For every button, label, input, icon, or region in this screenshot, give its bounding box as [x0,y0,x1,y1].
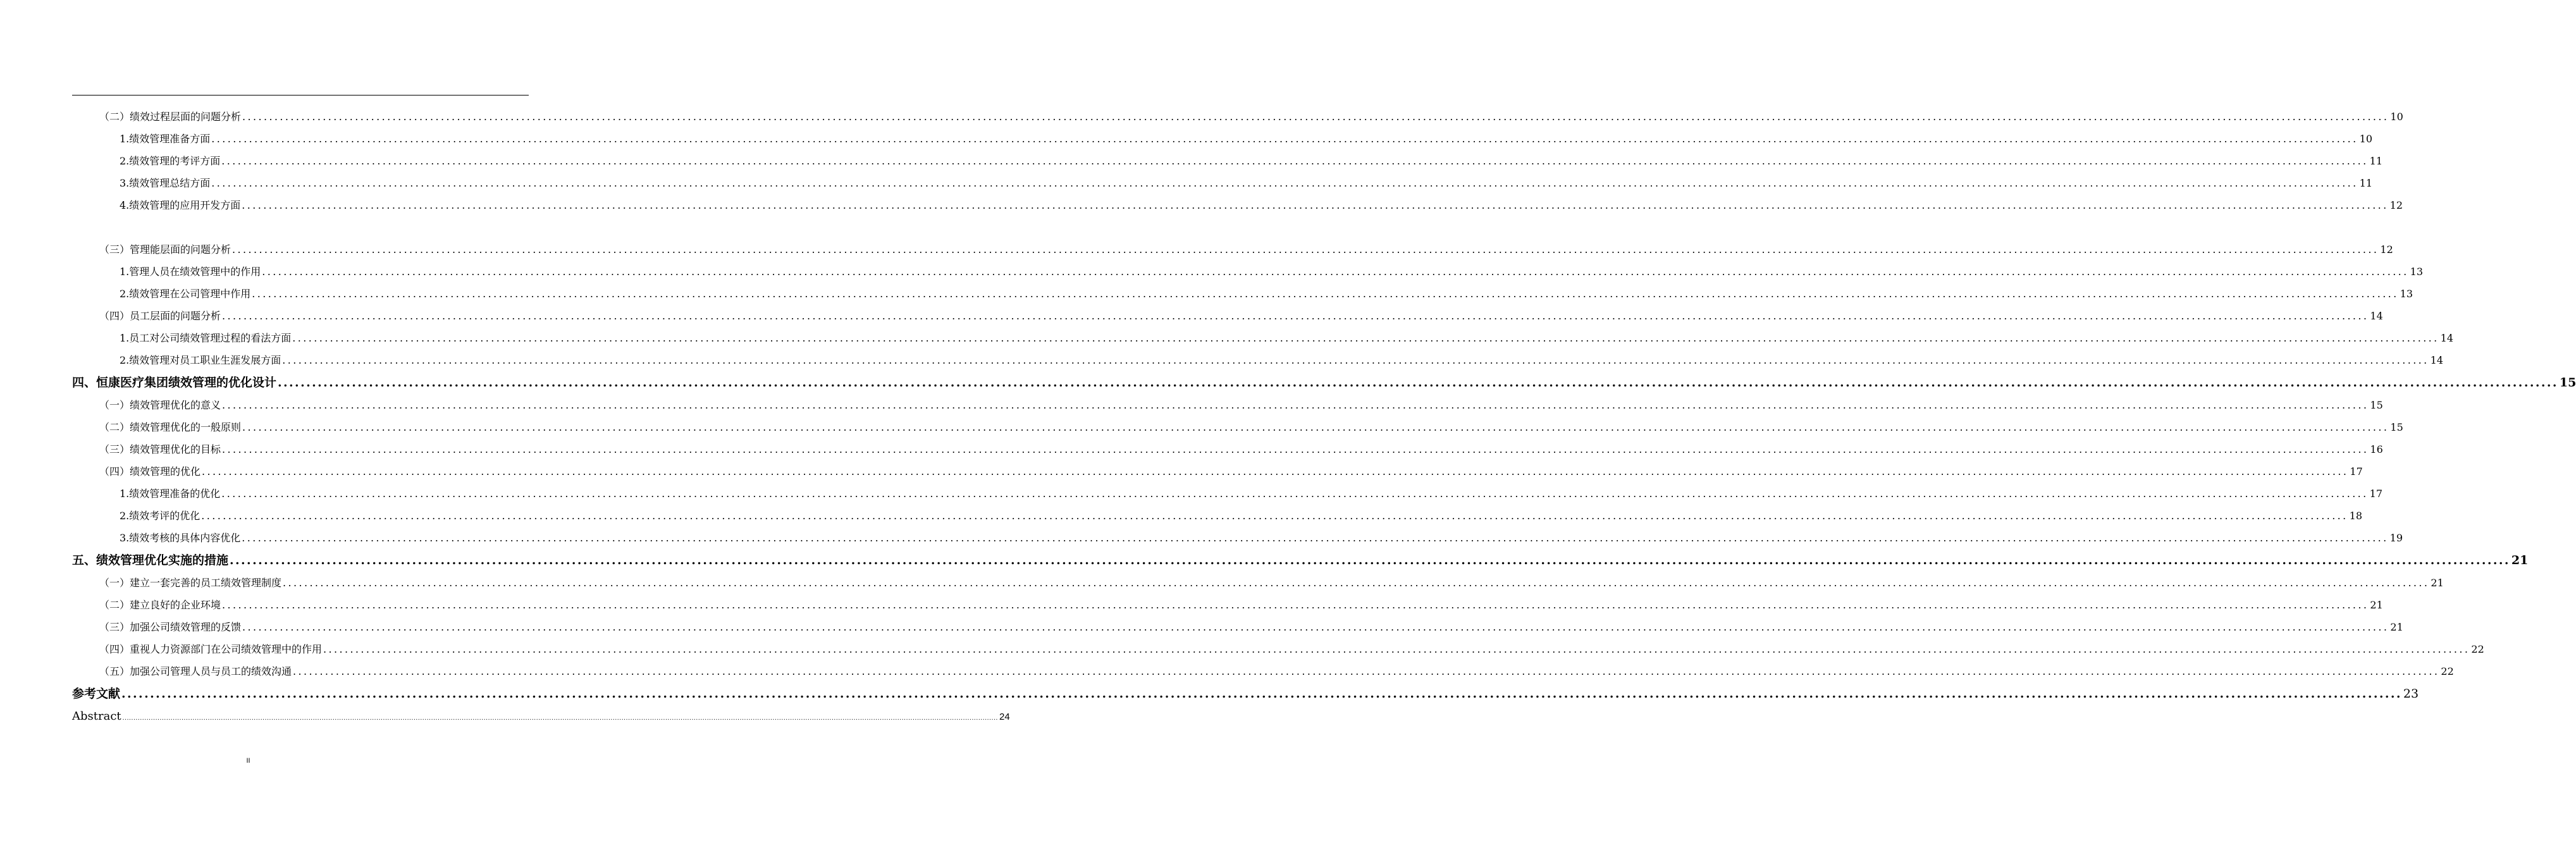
toc-leader-dots: ................................................................................................................................................................................................................................................................................................................................................................................................................ [222,310,2369,322]
toc-entry[interactable] [120,331,2454,345]
toc-entry-page: 11 [2359,177,2373,189]
toc-leader-dots: ................................................................................................................................................................................................................................................................................................................................................................................................................ [221,155,2369,167]
toc-entry[interactable] [99,598,2383,612]
toc-entry[interactable] [120,531,2403,545]
toc-leader-dots: ................................................................................................................................................................................................................................................................................................................................................................................................................ [121,687,2402,701]
toc-entry-title: 3.绩效管理总结方面 [120,177,211,189]
toc-leader-dots: ................................................................................................................................................................................................................................................................................................................................................................................................................ [242,111,2389,123]
toc-entry-page: 17 [2350,465,2363,477]
toc-entry-page: 14 [2370,310,2383,322]
toc-entry-title: （三）绩效管理优化的目标 [99,443,221,455]
toc-entry-page: 15 [2370,399,2383,411]
toc-entry-page: 11 [2369,155,2383,167]
toc-leader-dots: ................................................................................................................................................................................................................................................................................................................................................................................................................ [222,599,2369,611]
toc-entry-chapter[interactable] [72,375,2576,390]
toc-entry[interactable] [120,354,2444,367]
toc-leader-dots: ................................................................................................................................................................................................................................................................................................................................................................................................................ [221,488,2369,500]
toc-leader-dots: ................................................................................................................................................................................................................................................................................................................................................................................................................ [222,399,2369,411]
toc-entry-title: 1.绩效管理准备方面 [120,133,211,145]
toc-leader-dots: ................................................................................................................................................................................................................................................................................................................................................................................................................ [201,510,2348,522]
toc-entry-title: （五）加强公司管理人员与员工的绩效沟通 [99,665,292,677]
toc-entry[interactable] [99,576,2444,590]
toc-entry-page: 10 [2359,133,2373,145]
toc-entry[interactable] [120,199,2403,212]
toc-entry-title: 1.绩效管理准备的优化 [120,488,221,500]
toc-entry[interactable] [120,487,2383,501]
toc-entry-title: （二）绩效管理优化的一般原则 [99,421,242,433]
toc-leader-dots: ................................................................................................................................................................................................................................................................................................................................................................................................................ [262,266,2409,278]
toc-entry-page: 14 [2430,354,2444,366]
toc-entry-title: （四）重视人力资源部门在公司绩效管理中的作用 [99,643,323,655]
toc-leader-dots: ................................................................................................................................................................................................................................................................................................................................................................................................................ [122,715,998,722]
toc-entry-page: 21 [2390,621,2403,633]
toc-entry-title: 1.管理人员在绩效管理中的作用 [120,266,261,278]
toc-entry-page: 13 [2400,288,2413,300]
toc-entry-title: 1.员工对公司绩效管理过程的看法方面 [120,332,292,344]
toc-entry-title: 2.绩效管理的考评方面 [120,155,221,167]
toc-entry-page: 12 [2380,243,2393,256]
toc-entry-title: （一）绩效管理优化的意义 [99,399,221,411]
toc-entry-page: 17 [2369,488,2383,500]
toc-leader-dots: ................................................................................................................................................................................................................................................................................................................................................................................................................ [232,243,2379,256]
toc-leader-dots: ................................................................................................................................................................................................................................................................................................................................................................................................................ [252,288,2399,300]
toc-entry-page: 21 [2370,599,2383,611]
toc-leader-dots: ................................................................................................................................................................................................................................................................................................................................................................................................................ [222,443,2369,455]
toc-entry-page: 15 [2559,376,2576,390]
toc-entry-page: 22 [2441,665,2454,677]
toc-entry-page: 23 [2403,687,2419,701]
toc-entry-page: 21 [2511,553,2529,567]
toc-leader-dots: ................................................................................................................................................................................................................................................................................................................................................................................................................ [292,332,2439,344]
toc-entry[interactable] [120,132,2373,146]
toc-entry-title: （一）建立一套完善的员工绩效管理制度 [99,577,282,589]
toc-entry[interactable] [99,443,2383,457]
toc-entry[interactable] [99,643,2484,656]
toc-entry-title: 四、恒康医疗集团绩效管理的优化设计 [72,376,277,390]
toc-entry-title: （三）管理能层面的问题分析 [99,243,231,256]
toc-entry-title: 参考文献 [72,687,121,701]
toc-leader-dots: ................................................................................................................................................................................................................................................................................................................................................................................................................ [242,532,2389,544]
toc-entry[interactable] [99,421,2403,434]
toc-entry-page: 14 [2440,332,2454,344]
toc-leader-dots: ................................................................................................................................................................................................................................................................................................................................................................................................................ [242,199,2389,211]
toc-entry-title: （四）绩效管理的优化 [99,465,201,477]
toc-entry[interactable] [99,309,2383,323]
toc-entry-page: 19 [2389,532,2403,544]
toc-entry-page: 21 [2431,577,2444,589]
toc-leader-dots: ................................................................................................................................................................................................................................................................................................................................................................................................................ [242,421,2389,433]
toc-leader-dots: ................................................................................................................................................................................................................................................................................................................................................................................................................ [211,177,2358,189]
toc-leader-dots: ................................................................................................................................................................................................................................................................................................................................................................................................................ [282,354,2429,366]
toc-leader-dots: ................................................................................................................................................................................................................................................................................................................................................................................................................ [211,133,2358,145]
toc-entry[interactable] [99,398,2383,412]
toc-entry[interactable] [99,110,2403,124]
toc-entry-title: 4.绩效管理的应用开发方面 [120,199,241,211]
toc-entry-page: 24 [999,711,1010,722]
toc-entry-title: 2.绩效管理对员工职业生涯发展方面 [120,354,281,366]
toc-entry[interactable] [99,243,2393,257]
toc-entry-abstract[interactable] [72,709,1010,726]
toc-entry[interactable] [120,287,2413,301]
toc-entry-title: 五、绩效管理优化实施的措施 [72,553,229,567]
toc-leader-dots: ................................................................................................................................................................................................................................................................................................................................................................................................................ [293,665,2440,677]
toc-entry[interactable] [99,620,2403,634]
toc-leader-dots: ................................................................................................................................................................................................................................................................................................................................................................................................................ [202,465,2349,477]
toc-leader-dots: ................................................................................................................................................................................................................................................................................................................................................................................................................ [283,577,2430,589]
toc-entry-references[interactable] [72,686,2419,701]
toc-entry-page: 10 [2390,111,2403,123]
toc-entry[interactable] [99,665,2454,679]
toc-entry-title: （三）加强公司绩效管理的反馈 [99,621,242,633]
toc-entry-page: 15 [2390,421,2403,433]
page-number: II [246,757,250,765]
toc-entry-page: 22 [2471,643,2484,655]
toc-entry[interactable] [120,509,2363,523]
toc-entry-page: 18 [2349,510,2363,522]
toc-entry-title: （二）绩效过程层面的问题分析 [99,111,242,123]
toc-entry-title: （四）员工层面的问题分析 [99,310,221,322]
toc-entry[interactable] [120,176,2373,190]
toc-entry-title: 2.绩效考评的优化 [120,510,200,522]
toc-entry-chapter[interactable] [72,553,2529,568]
toc-leader-dots: ................................................................................................................................................................................................................................................................................................................................................................................................................ [242,621,2389,633]
toc-leader-dots: ................................................................................................................................................................................................................................................................................................................................................................................................................ [278,376,2558,390]
toc-entry-title: （二）建立良好的企业环境 [99,599,221,611]
toc-entry[interactable] [120,265,2424,279]
toc-entry-title: 3.绩效考核的具体内容优化 [120,532,241,544]
toc-entry-title: 2.绩效管理在公司管理中作用 [120,288,251,300]
toc-entry-page: 12 [2389,199,2403,211]
toc-leader-dots: ................................................................................................................................................................................................................................................................................................................................................................................................................ [230,553,2510,567]
toc-entry-title: Abstract [72,710,121,723]
toc-entry-page: 16 [2370,443,2383,455]
toc-leader-dots: ................................................................................................................................................................................................................................................................................................................................................................................................................ [323,643,2470,655]
toc-entry-page: 13 [2410,266,2424,278]
toc-entry[interactable] [120,154,2383,168]
toc-entry[interactable] [99,465,2363,479]
